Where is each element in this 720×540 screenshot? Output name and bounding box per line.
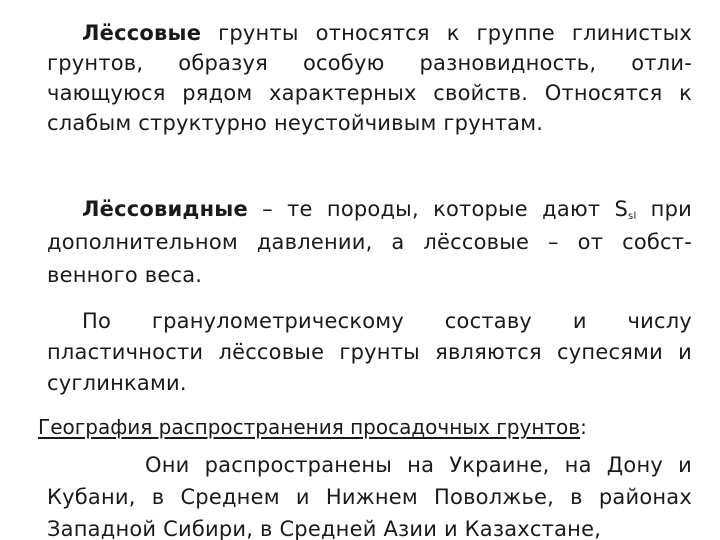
term-loess: Лёссовые	[82, 21, 202, 45]
geography-heading-line	[38, 413, 587, 441]
paragraph-loess-like-text-after: при дополнительном давлении, а лёссовые – от собст-венного веса.	[47, 197, 692, 287]
subscript-sl: sl	[628, 211, 637, 222]
paragraph-granulometric	[47, 306, 692, 399]
paragraph-loess-definition	[47, 18, 692, 138]
paragraph-distribution	[47, 449, 692, 540]
geography-heading-colon: :	[580, 415, 587, 439]
paragraph-loess-text: грунты относятся к группе глинистых грунтов, образуя особую разновидность, отли-чающуюся рядом характерных свойств. Относятся к слабым структурно неустойчивым грунтам.	[47, 21, 692, 135]
geography-heading-link[interactable]: География распространения просадочных грунтов	[38, 415, 581, 439]
paragraph-granulometric-text: По гранулометрическому составу и числу пластичности лёссовые грунты являются супесями и суглинками.	[47, 309, 692, 395]
paragraph-distribution-text: Они распространены на Украине, на Дону и Кубани, в Среднем и Нижнем Поволжье, в районах Западной Сибири, в Средней Азии и Казахстане,	[47, 453, 692, 540]
term-loess-like: Лёссовидные	[82, 197, 248, 221]
paragraph-loess-like-text-before: – те породы, которые дают S	[247, 197, 629, 221]
paragraph-loess-like-definition	[47, 193, 692, 292]
